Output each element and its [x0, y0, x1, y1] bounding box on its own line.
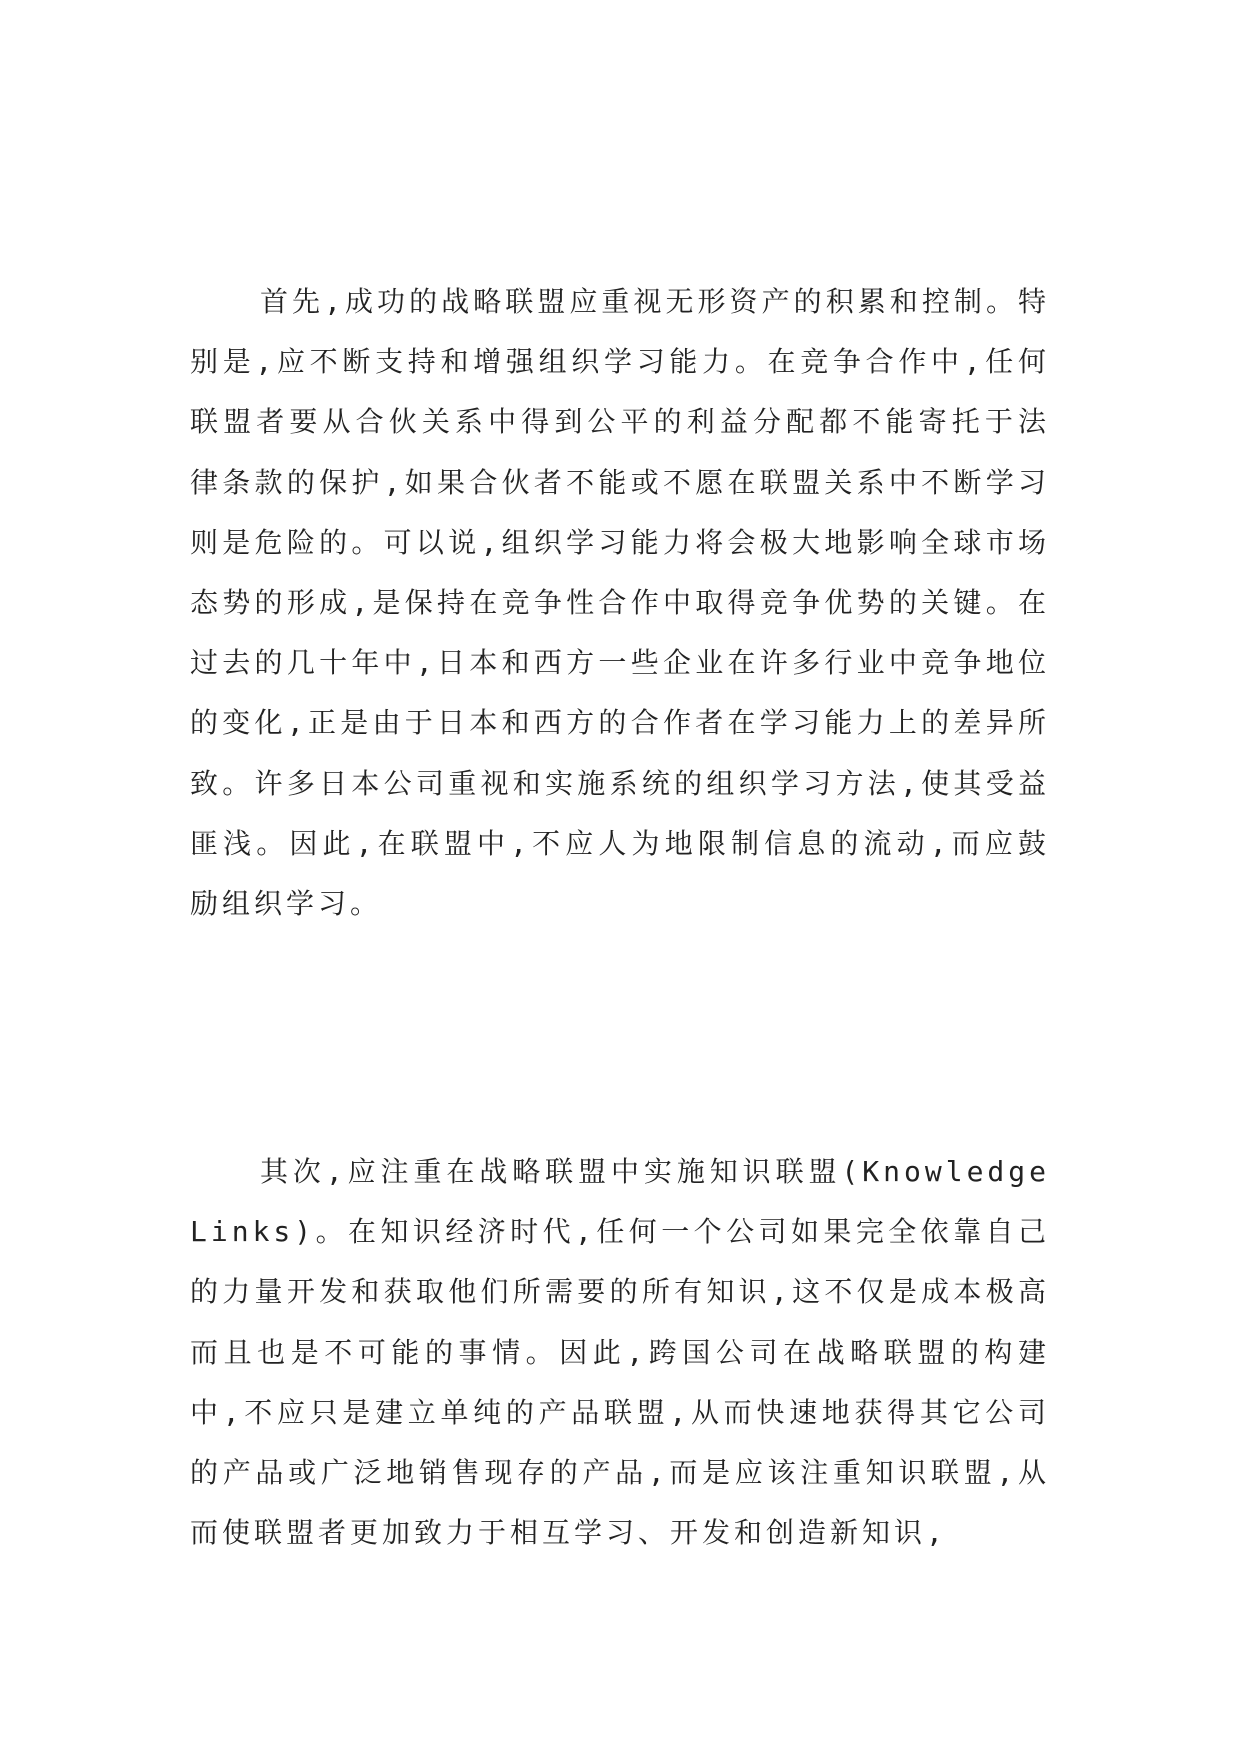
- paragraph-organizational-learning: 首先,成功的战略联盟应重视无形资产的积累和控制。特别是,应不断支持和增强组织学习能力。在竞争合作中,任何联盟者要从合伙关系中得到公平的利益分配都不能寄托于法律条款的保护,如果合伙者不能或不愿在联盟关系中不断学习则是危险的。可以说,组织学习能力将会极大地影响全球市场态势的形成,是保持在竞争性合作中取得竞争优势的关键。在过去的几十年中,日本和西方一些企业在许多行业中竞争地位的变化,正是由于日本和西方的合作者在学习能力上的差异所致。许多日本公司重视和实施系统的组织学习方法,使其受益匪浅。因此,在联盟中,不应人为地限制信息的流动,而应鼓励组织学习。: [190, 285, 1050, 921]
- paragraph-knowledge-links: 其次,应注重在战略联盟中实施知识联盟(Knowledge Links)。在知识经济时代,任何一个公司如果完全依靠自己的力量开发和获取他们所需要的所有知识,这不仅是成本极高而且也是不可能的事情。因此,跨国公司在战略联盟的构建中,不应只是建立单纯的产品联盟,从而快速地获得其它公司的产品或广泛地销售现存的产品,而是应该注重知识联盟,从而使联盟者更加致力于相互学习、开发和创造新知识,: [190, 1155, 1071, 1550]
